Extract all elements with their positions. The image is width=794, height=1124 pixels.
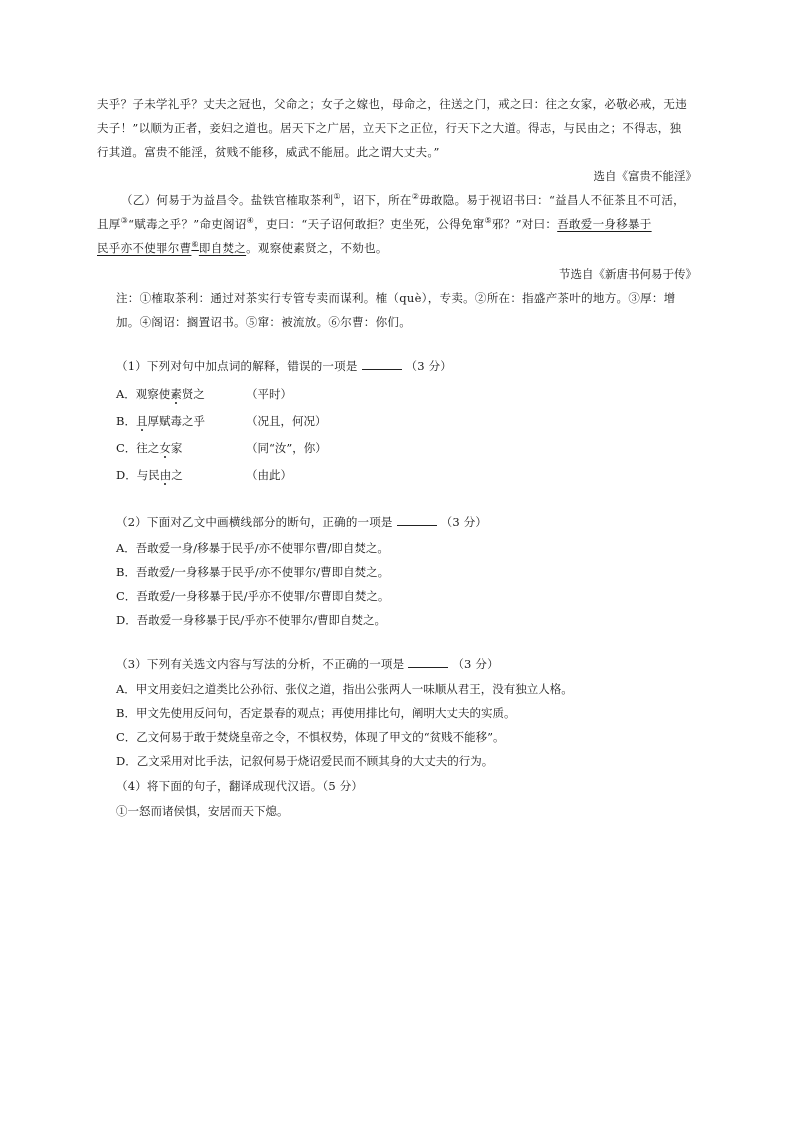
option-text: A．观察使 xyxy=(116,387,171,401)
answer-blank xyxy=(362,357,402,370)
underlined-sentence: 民乎亦不使罪尔曹 xyxy=(97,241,192,255)
option-gloss: （同“汝”，你） xyxy=(246,441,327,455)
option-text: C．往之 xyxy=(116,441,160,455)
note-marker-6: ⑥ xyxy=(191,240,199,250)
passage-b-text: （乙）何易于为益昌令。盐铁官榷取茶利 xyxy=(121,193,334,207)
answer-blank xyxy=(408,655,448,668)
note-marker-1: ① xyxy=(333,192,341,202)
q1-option-a xyxy=(116,384,292,404)
note-marker-5: ⑤ xyxy=(484,216,493,226)
q1-option-d xyxy=(116,465,292,485)
q1-option-c xyxy=(116,438,327,458)
q2-option-a: A．吾敢爱一身/移暴于民乎/亦不使罪尔曹/即自焚之。 xyxy=(116,541,389,555)
score-label: （3 分） xyxy=(405,359,452,373)
score-label: （3 分） xyxy=(440,515,488,529)
dotted-word: 女 xyxy=(159,441,171,455)
option-gloss: （况且，何况） xyxy=(246,414,327,428)
q1-option-b xyxy=(116,411,327,431)
passage-b-line-2 xyxy=(97,212,697,236)
passage-a-line-2: 夫子！”以顺为正者，妾妇之道也。居天下之广居，立天下之正位，行天下之大道。得志，与民由之；不得志，独 xyxy=(97,121,682,135)
option-text: 厚赋毒之乎 xyxy=(147,414,205,428)
passage-a-line-1: 夫乎？子未学礼乎？丈夫之冠也，父命之；女子之嫁也，母命之，往送之门，戒之曰：往之女家，必敬必戒，无违 xyxy=(97,97,687,111)
question-text: （1）下列对句中加点词的解释，错误的一项是 xyxy=(116,359,358,373)
passage-b-line-3 xyxy=(97,236,697,260)
passage-b-source: 节选自《新唐书何易于传》 xyxy=(559,267,697,281)
option-text: B． xyxy=(116,414,136,428)
passage-b-text: “赋毒之乎？”命吏阁诏 xyxy=(128,217,247,231)
passage-a-source: 选自《富贵不能淫》 xyxy=(593,169,697,183)
dotted-word: 素 xyxy=(170,387,182,401)
note-marker-4: ④ xyxy=(246,216,255,226)
notes-line-1: 注：①榷取茶利：通过对茶实行专管专卖而谋利。榷（què），专卖。②所在：指盛产茶叶的地方。③厚：增 xyxy=(116,291,676,305)
passage-b-text: ，吏曰：“天子诏何敢拒？吏坐死，公得免窜 xyxy=(254,217,485,231)
q4-item-1: ①一怒而诸侯惧，安居而天下熄。 xyxy=(116,804,289,818)
question-1-stem xyxy=(116,356,452,376)
passage-a-line-3: 行其道。富贵不能淫，贫贱不能移，威武不能屈。此之谓大丈夫。” xyxy=(97,145,440,159)
passage-b-text: 且厚 xyxy=(97,217,121,231)
passage-b-line-1 xyxy=(97,188,697,212)
option-gloss: （由此） xyxy=(246,468,292,482)
underlined-sentence: 即自焚之 xyxy=(198,241,247,255)
question-2-stem xyxy=(116,512,487,532)
dotted-word: 且 xyxy=(135,414,148,428)
dotted-word: 由 xyxy=(159,468,172,482)
question-text: （2）下面对乙文中画横线部分的断句，正确的一项是 xyxy=(116,515,393,529)
score-label: （3 分） xyxy=(452,657,499,671)
passage-b-text: 邪？”对曰： xyxy=(492,217,558,231)
option-text: 之 xyxy=(171,468,183,482)
question-text: （3）下列有关选文内容与写法的分析，不正确的一项是 xyxy=(116,657,405,671)
answer-blank xyxy=(397,513,437,526)
option-text: D．与民 xyxy=(116,468,160,482)
q2-option-b: B．吾敢爱/一身移暴于民乎/亦不使罪尔/曹即自焚之。 xyxy=(116,565,390,579)
q2-option-d: D．吾敢爱一身移暴于民/乎亦不使罪尔/曹即自焚之。 xyxy=(116,613,386,627)
q3-option-c: C．乙文何易于敢于焚烧皇帝之令，不惧权势，体现了甲文的“贫贱不能移”。 xyxy=(116,730,505,744)
q3-option-b: B．甲文先使用反问句，否定景春的观点；再使用排比句，阐明大丈夫的实质。 xyxy=(116,706,516,720)
passage-b-text: ，诏下，所在 xyxy=(340,193,412,207)
question-3-stem xyxy=(116,654,499,674)
passage-b-text: 毋敢隐。易于视诏书曰：“益昌人不征茶且不可活， xyxy=(419,193,685,207)
q3-option-a: A．甲文用妾妇之道类比公孙衍、张仪之道，指出公张两人一味顺从君王，没有独立人格。 xyxy=(116,682,573,696)
notes-line-2: 加。④阁诏：搁置诏书。⑤窜：被流放。⑥尔曹：你们。 xyxy=(116,315,411,329)
q3-option-d: D．乙文采用对比手法，记叙何易于烧诏爱民而不顾其身的大丈夫的行为。 xyxy=(116,754,494,768)
option-gloss: （平时） xyxy=(246,387,292,401)
note-marker-2: ② xyxy=(411,192,420,202)
q2-option-c: C．吾敢爱/一身移暴于民/乎亦不使罪/尔曹即自焚之。 xyxy=(116,589,390,603)
passage-b-text: 。观察使素贤之，不劾也。 xyxy=(246,241,388,255)
note-marker-3: ③ xyxy=(120,216,129,226)
option-text: 家 xyxy=(170,441,183,455)
option-text: 贤之 xyxy=(181,387,205,401)
question-4-stem: （4）将下面的句子，翻译成现代汉语。（5 分） xyxy=(116,779,364,793)
underlined-sentence: 吾敢爱一身移暴于 xyxy=(557,217,652,231)
